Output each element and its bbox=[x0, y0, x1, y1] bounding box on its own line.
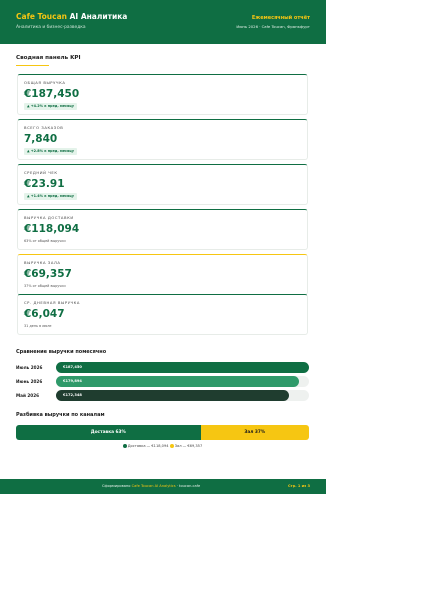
kpi-card-daily-revenue bbox=[17, 294, 308, 335]
kpi-label: ОБЩАЯ ВЫРУЧКА bbox=[24, 81, 66, 85]
revenue-bar bbox=[56, 362, 309, 373]
kpi-value: €6,047 bbox=[24, 308, 65, 320]
kpi-value: €118,094 bbox=[24, 223, 80, 235]
kpi-label: ВСЕГО ЗАКАЗОВ bbox=[24, 126, 64, 130]
kpi-label: ВЫРУЧКА ЗАЛА bbox=[24, 261, 61, 265]
channel-split-bar bbox=[16, 425, 309, 440]
legend-dot-delivery bbox=[123, 444, 127, 448]
footer-site: · toucan.cafe bbox=[176, 484, 201, 488]
kpi-card-dine-in-revenue bbox=[17, 254, 308, 295]
kpi-note: 63% от общей выручки bbox=[24, 239, 66, 243]
brand-name: Cafe Toucan bbox=[16, 12, 67, 21]
kpi-card-average-check bbox=[17, 164, 308, 205]
legend-item: Доставка — €118,094 bbox=[127, 444, 169, 448]
revenue-bar-value: €172,348 bbox=[63, 393, 82, 397]
kpi-label: СР. ДНЕВНАЯ ВЫРУЧКА bbox=[24, 301, 81, 305]
kpi-label: СРЕДНИЙ ЧЕК bbox=[24, 171, 58, 175]
kpi-card-total-orders bbox=[17, 119, 308, 160]
kpi-label: ВЫРУЧКА ДОСТАВКИ bbox=[24, 216, 74, 220]
month-label: Июль 2026 bbox=[16, 365, 43, 370]
brand-tagline: Аналитика и бизнес-разведка bbox=[16, 25, 86, 30]
kpi-card-delivery-revenue bbox=[17, 209, 308, 250]
section-divider bbox=[16, 65, 49, 66]
month-label: Июнь 2026 bbox=[16, 379, 43, 384]
kpi-note: 37% от общей выручки bbox=[24, 284, 66, 288]
brand-logo-text bbox=[16, 12, 127, 21]
kpi-delta-badge: ▲ +4.2% к пред. месяцу bbox=[24, 103, 77, 110]
legend-dot-dine-in bbox=[170, 444, 174, 448]
month-label: Май 2026 bbox=[16, 393, 40, 398]
channel-segment-label: Доставка 63% bbox=[90, 430, 126, 435]
revenue-bar bbox=[56, 376, 299, 387]
kpi-value: €69,357 bbox=[24, 268, 72, 280]
kpi-delta-badge: ▲ +2.8% к пред. месяцу bbox=[24, 148, 77, 155]
report-header bbox=[0, 0, 326, 44]
kpi-delta-badge: ▲ +1.4% к пред. месяцу bbox=[24, 193, 77, 200]
revenue-bar-value: €187,450 bbox=[63, 365, 82, 369]
channel-breakdown-title: Разбивка выручки по каналам bbox=[16, 412, 105, 418]
channel-legend bbox=[16, 444, 309, 448]
kpi-note: 31 день в июле bbox=[24, 324, 52, 328]
footer-product: Cafe Toucan AI Analytics bbox=[131, 484, 176, 488]
kpi-card-total-revenue bbox=[17, 74, 308, 115]
channel-segment-dine-in bbox=[201, 425, 309, 440]
footer-credit bbox=[102, 484, 200, 488]
report-title: Ежемесячный отчёт bbox=[251, 15, 310, 21]
kpi-value: €23.91 bbox=[24, 178, 65, 190]
kpi-value: €187,450 bbox=[24, 88, 80, 100]
legend-item: Зал — €69,357 bbox=[174, 444, 203, 448]
report-footer bbox=[0, 479, 326, 494]
revenue-bar-track bbox=[56, 390, 309, 401]
revenue-bar-track bbox=[56, 362, 309, 373]
revenue-bar bbox=[56, 390, 289, 401]
page-number: Стр. 1 из 3 bbox=[287, 484, 310, 488]
monthly-comparison-title: Сравнение выручки помесячно bbox=[16, 349, 107, 355]
channel-segment-label: Зал 37% bbox=[244, 430, 266, 435]
footer-prefix: Сформировано bbox=[102, 484, 131, 488]
channel-segment-delivery bbox=[16, 425, 201, 440]
kpi-section-title: Сводная панель KPI bbox=[16, 55, 81, 61]
brand-product: AI Аналитика bbox=[69, 12, 128, 21]
kpi-value: 7,840 bbox=[24, 133, 58, 145]
revenue-bar-value: €179,894 bbox=[63, 379, 82, 383]
report-period: Июнь 2026 · Cafe Toucan, Франкфурт bbox=[236, 24, 310, 29]
revenue-bar-track bbox=[56, 376, 309, 387]
